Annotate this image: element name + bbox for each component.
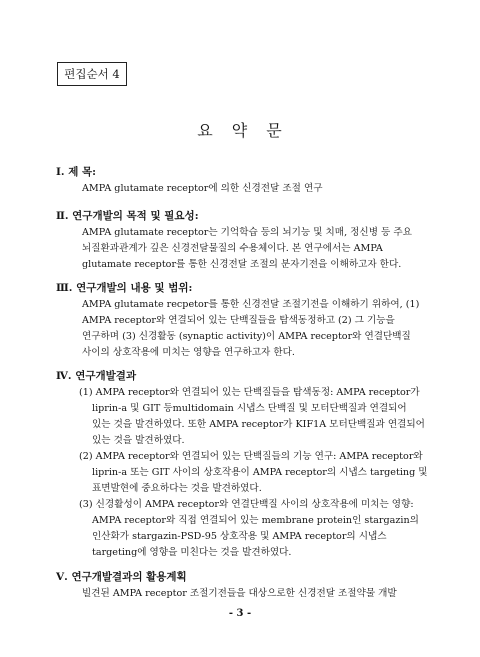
section-4-line: targeting에 영향을 미친다는 것을 발견하였다. <box>92 547 292 558</box>
section-3-heading: Ⅲ. 연구개발의 내용 및 범위: <box>56 282 193 294</box>
section-1-heading: Ⅰ. 제 목: <box>56 166 97 178</box>
section-4-line: liprin-a 및 GIT 등multidomain 시냅스 단백질 및 모터단백질과 연결되어 <box>92 403 407 414</box>
section-2-line: AMPA glutamate receptor는 기억학습 등의 뇌기능 및 치매, 정신병 등 주요 <box>82 227 412 238</box>
section-4-line: (3) 신경활성이 AMPA receptor와 연결단백질 사이의 상호작용에 미치는 영향: <box>79 499 414 510</box>
section-3-line: AMPA receptor와 연결되어 있는 단백질들을 탐색동정하고 (2) 그 기능을 <box>82 315 395 326</box>
section-4-line: (2) AMPA receptor와 연결되어 있는 단백질들의 기능 연구: AMPA receptor와 <box>79 451 423 462</box>
section-3-line: AMPA glutamate recpetor를 통한 신경전달 조절기전을 이해하기 위하여, (1) <box>82 299 420 310</box>
edit-order-box: 편집순서 4 <box>57 62 127 86</box>
section-4-line: 있는 것을 발견하였다. 또한 AMPA receptor가 KIF1A 모터단백질과 연결되어 <box>92 419 425 430</box>
section-3-line: 사이의 상호작용에 미치는 영향을 연구하고자 한다. <box>82 347 295 358</box>
section-1-line: AMPA glutamate receptor에 의한 신경전달 조절 연구 <box>82 183 323 194</box>
section-4-line: 있는 것을 발견하였다. <box>92 435 185 446</box>
section-4-line: AMPA receptor와 직접 연결되어 있는 membrane protein인 stargazin의 <box>92 515 419 526</box>
section-4-heading: Ⅳ. 연구개발결과 <box>56 370 137 382</box>
section-2-line: 뇌질환과관계가 깊은 신경전달물질의 수용체이다. 본 연구에서는 AMPA <box>82 243 383 254</box>
document-title: 요 약 문 <box>197 121 283 140</box>
section-4-line: 인산화가 stargazin-PSD-95 상호작용 및 AMPA receptor의 시냅스 <box>92 531 387 542</box>
section-4-line: liprin-a 또는 GIT 사이의 상호작용이 AMPA receptor의 시냅스 targeting 및 <box>92 467 428 478</box>
page-number: - 3 - <box>228 608 252 619</box>
section-4-line: (1) AMPA receptor와 연결되어 있는 단백질들을 탐색동정: AMPA receptor가 <box>79 387 420 398</box>
section-5-heading: Ⅴ. 연구개발결과의 활용계획 <box>56 571 187 583</box>
section-3-line: 연구하며 (3) 신경활동 (synaptic activity)이 AMPA receptor와 연결단백질 <box>82 331 411 342</box>
section-4-line: 표면발현에 중요하다는 것을 발견하였다. <box>92 483 262 494</box>
section-5-line: 빌견된 AMPA receptor 조절기전들을 대상으로한 신경전달 조절약물 개발 <box>82 588 397 599</box>
section-2-heading: Ⅱ. 연구개발의 목적 및 필요성: <box>56 210 199 222</box>
section-2-line: glutamate receptor를 통한 신경전달 조절의 분자기전을 이해하고자 한다. <box>82 259 402 270</box>
